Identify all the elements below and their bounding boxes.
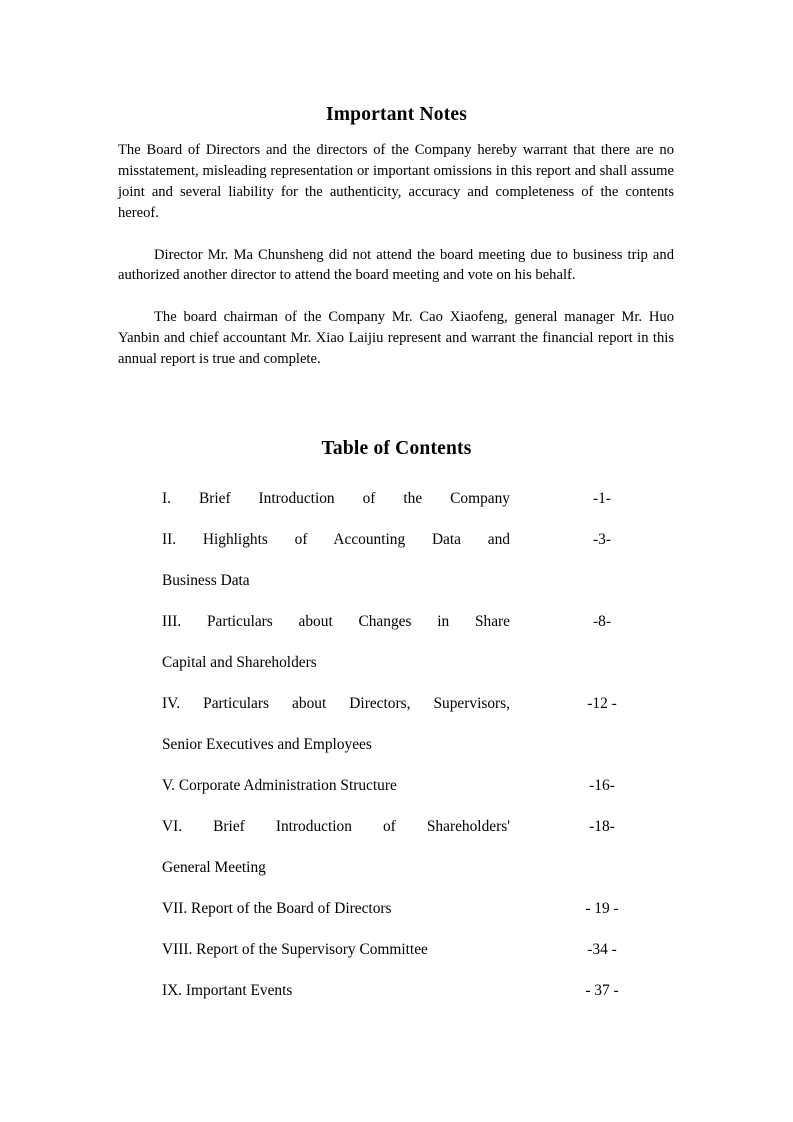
toc-entry-title: [162, 519, 510, 601]
toc-entry-page-number: - 37 -: [585, 982, 619, 999]
table-of-contents-list: [162, 478, 662, 1011]
notes-paragraph-3: The board chairman of the Company Mr. Cao Xiaofeng, general manager Mr. Huo Yanbin and chief accountant Mr. Xiao Laijiu represent and warrant the financial report in this annual report is true and complete.: [118, 309, 674, 368]
toc-entry-title: [162, 888, 510, 929]
toc-entry-title: [162, 806, 510, 888]
toc-entry-title-line-1: II. Highlights of Accounting Data and: [162, 531, 510, 548]
toc-entry-title-line-1: III. Particulars about Changes in Share: [162, 613, 510, 630]
toc-entry-title-line-1: VII. Report of the Board of Directors: [162, 900, 392, 917]
toc-entry-page-number: -3-: [593, 531, 611, 548]
toc-entry-title: [162, 929, 510, 970]
toc-entry-page-number: -18-: [589, 818, 615, 835]
paragraph-spacer: [118, 224, 674, 245]
toc-entry[interactable]: [162, 929, 662, 970]
toc-entry-title-line-1: VI. Brief Introduction of Shareholders': [162, 818, 510, 835]
toc-entry-title: [162, 601, 510, 683]
toc-entry-page-number: - 19 -: [585, 900, 619, 917]
toc-entry[interactable]: [162, 970, 662, 1011]
notes-paragraph-1: The Board of Directors and the directors of the Company hereby warrant that there are no misstatement, misleading representation or important omissions in this report and shall assume joint and several liability for the authenticity, accuracy and completeness of the contents hereof.: [118, 142, 674, 221]
important-notes-body: [118, 140, 674, 370]
toc-entry-page-number: -8-: [593, 613, 611, 630]
toc-entry-title-line-2: Senior Executives and Employees: [162, 736, 372, 753]
toc-entry-title: [162, 478, 510, 519]
toc-entry-page-number: -34 -: [587, 941, 617, 958]
toc-entry-title-line-1: VIII. Report of the Supervisory Committee: [162, 941, 428, 958]
toc-entry[interactable]: [162, 601, 662, 683]
notes-paragraph-2: Director Mr. Ma Chunsheng did not attend the board meeting due to business trip and authorized another director to attend the board meeting and vote on his behalf.: [118, 246, 674, 284]
toc-entry-title-line-2: General Meeting: [162, 859, 266, 876]
toc-entry-page-number: -12 -: [587, 695, 617, 712]
toc-entry-title-line-2: Capital and Shareholders: [162, 654, 317, 671]
toc-entry[interactable]: [162, 683, 662, 765]
toc-entry-page-number: -1-: [593, 490, 611, 507]
toc-entry[interactable]: [162, 765, 662, 806]
toc-entry[interactable]: [162, 478, 662, 519]
paragraph-spacer: [118, 286, 674, 307]
toc-entry-title: [162, 683, 510, 765]
toc-entry-title-line-1: IV. Particulars about Directors, Supervisors,: [162, 695, 510, 712]
toc-entry-title: [162, 970, 510, 1011]
toc-entry-title-line-1: V. Corporate Administration Structure: [162, 777, 397, 794]
toc-entry-title: [162, 765, 510, 806]
toc-entry-title-line-1: IX. Important Events: [162, 982, 293, 999]
toc-entry-title-line-2: Business Data: [162, 572, 250, 589]
toc-entry[interactable]: [162, 806, 662, 888]
toc-entry[interactable]: [162, 519, 662, 601]
toc-entry[interactable]: [162, 888, 662, 929]
toc-entry-title-line-1: I. Brief Introduction of the Company: [162, 490, 510, 507]
important-notes-heading: Important Notes: [325, 104, 468, 125]
toc-entry-page-number: -16-: [589, 777, 615, 794]
table-of-contents-heading: Table of Contents: [321, 438, 472, 459]
